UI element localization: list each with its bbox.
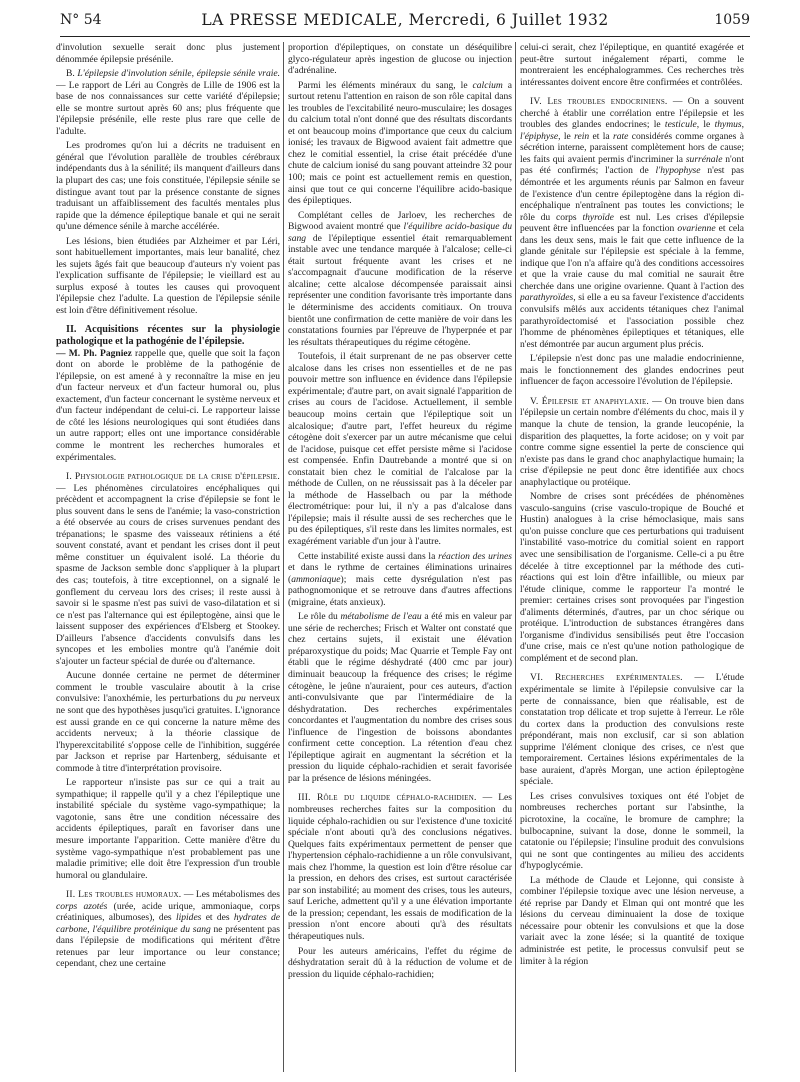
text: et la (592, 130, 610, 142)
paragraph: L'épilepsie n'est donc pas une maladie endocrinienne, mais le fonctionnement des glandes endocrines peut influencer de façon accessoire l'évolution de l'épilepsie. (520, 353, 744, 388)
emphasis: métabolisme de l'eau (340, 611, 422, 623)
emphasis: surrénale (685, 153, 723, 165)
paragraph (288, 80, 512, 207)
text: de l'épileptique essentiel était remarquablement instable avec une tendance marquée à l'alcalose; celle-ci était surtout fréquente avant les crises et ne s'accompagnait d'aucune modification de la réserve alcaline; cette alcalose décompensée paraissait ainsi représenter une condition favorisante très importante dans le déterminisme des accidents comitiaux. On trouva bientôt une confirmation de cette manière de voir dans les constatations fournies par l'épreuve de l'hyperpnée et par les résultats thérapeutiques du régime cétogène. (288, 232, 512, 348)
paragraph (288, 792, 512, 942)
paragraph: proportion d'épileptiques, on constate un déséquilibre glyco-régulateur après ingestion de glucose ou injection d'adrénaline. (288, 42, 512, 77)
text: — On a souvent cherché à établir une corrélation entre l'épilepsie et les troubles des glandes endocrines; le (520, 96, 744, 131)
emphasis: calcium (472, 79, 503, 91)
text: et dans le rythme de certaines éliminations urinaires ( (288, 562, 512, 585)
text: rappelle que, quelle que soit la façon dont on aborde le problème de la pathogénie de l'épilepsie, on est amené à y reconnaître la mise en jeu d'un facteur nerveux et d'un facteur humoral ou, plus exactement, d'un facteur concernant le système nerveux et d'un facteur indépendant de celui-ci. Le rapporteur laisse de côté les lésions neurologiques qui sont étudiées dans un autre rapport; elles ont une importance considérable comme le montrent les recherches humorales et expérimentales. (56, 347, 280, 463)
paragraph (56, 348, 280, 463)
section-letter: B. (66, 68, 75, 80)
emphasis: rate (613, 130, 629, 142)
text: — Les phénomènes circulatoires encéphaliques qui précèdent et accompagnent la crise d'épilepsie se font le plus souvent dans le sens de l'anémie; la vaso-constriction a été observée au cours de crises survenues pendant des trépanations; le spasme des vaisseaux rétiniens a été souvent constaté, avant et pendant les crises dont il peut même constituer un équivalent isolé. La théorie du spasme de Jackson semble donc s'appliquer à la plupart des cas; toutefois, à titre exceptionnel, on a signalé le gonflement du cerveau lors des crises; il reste aussi à savoir si le spasme n'est pas suivi de vaso-dilatation et si ce n'est pas l'alternance qui est épileptogène, ainsi que le laissent supposer des expériences d'Elsberg et Stookey. D'ailleurs l'absence d'accidents convulsifs dans les syncopes et les embolies montre qu'à l'anémie doit s'ajouter un facteur spécial de durée ou d'alternance. (56, 482, 280, 667)
text: Cette instabilité existe aussi dans la (298, 550, 436, 562)
emphasis: l'équilibre protéinique du sang (92, 923, 211, 935)
paragraph: Toutefois, il était surprenant de ne pas observer cette alcalose dans les crises non essentielles et de ne pas pouvoir mettre son influence en évidence dans l'épilepsie expérimentale; d'autre part, on avait signalé l'apparition de crises au cours de l'acidose. Actuellement, il semble beaucoup moins certain que l'épileptique soit un alcalosique; d'autre part, l'effet heureux du régime cétogène doit s'exercer par un autre mécanisme que celui de l'acidose, puisque cet effet persiste même si l'acidose est compensée. Enfin Dautrebande a montré que si on constatait bien chez le comitial de l'alcalose par la méthode de Cullen, on ne réussissait pas à la déceler par la méthode de Hasselbach ou par la méthode électrométrique: pour lui, il n'y a pas d'alcalose dans l'épilepsie; mais il résulte aussi de ses recherches que le pu des épileptiques, s'il reste dans les limites normales, est exagérément variable d'un jour à l'autre. (288, 351, 512, 547)
text: — On trouve bien dans l'épilepsie un certain nombre d'éléments du choc, mais il y manque la chute de tension, la grande leucopénie, la disparition des plaquettes, la forte acidose; on y voit par contre comme signe essentiel la perte de conscience qui n'existe pas dans le grand choc anaphylactique humain; la crise d'épilepsie ne peut donc être identifiée aux chocs anaphylactique ou protéique. (520, 395, 744, 488)
author-name: — M. Ph. Pagniez (56, 347, 132, 359)
text: — Les métabolismes des (183, 889, 280, 901)
emphasis: lipides (175, 912, 202, 924)
text: n'est pas démontrée et les arguments réunis par Salmon en faveur de l'existence d'un centre épileptogène dans la région di-encéphalique n'entraînent pas toutes les convictions; le rôle du corps (520, 165, 744, 223)
text: , le (558, 130, 571, 142)
text: Le rôle du (298, 611, 338, 623)
paragraph (288, 551, 512, 609)
paragraph: celui-ci serait, chez l'épileptique, en quantité exagérée et peut-être surtout inégalement réparti, comme le montreraient les encéphalogrammes. Ces recherches très intéressantes doivent encore être confirmées et contrôlées. (520, 42, 744, 88)
text: , le (696, 119, 711, 131)
emphasis: l'équilibre acido-basique du sang (288, 221, 512, 244)
emphasis: thymus (714, 119, 742, 131)
paragraph (56, 889, 280, 970)
text: Parmi les éléments minéraux du sang, le (298, 79, 468, 91)
subsection-title: L'épilepsie d'involution sénile, épilepsie sénile vraie. (77, 68, 280, 80)
text: nerveux ne sont que des hypothèses jusqu'ici gratuites. L'ignorance est aussi grande en ce qui concerne la nature même des accidents nerveux; à la théorie classique de l'hyperexcitabilité s'oppose celle de l'inhibition, suggérée par Jackson et reprise par Hartenberg, séduisante et commode à titre d'interprétation provisoire. (56, 693, 280, 774)
paragraph (56, 471, 280, 667)
emphasis: hydrates de carbone (56, 912, 280, 935)
text: — L'étude expérimentale se limite à l'épilepsie convulsive car la perte de connaissance, bien que réalisable, est de constatation trop délicate et trop sujette à l'erreur. Le rôle du cortex dans la production des convulsions reste prépondérant, mais non exclusif, car si son ablation supprime l'élément clonique des crises, ce n'est que temporairement. Certaines lésions expérimentales de la base auraient, d'après Morgan, une action épileptogène spéciale. (520, 672, 744, 788)
text: et cela dans les deux sens, mais le fait que cette influence de la glande génitale sur l'épilepsie est spéciale à la femme, indique que l'on n'a affaire qu'à des conditions accessoires et que la vraie cause du mal comitial ne saurait être cherchée dans une origine ovarienne. Quant à l'action des (520, 223, 744, 292)
text: Aucune donnée certaine ne permet de déterminer comment le trouble vasculaire aboutit à la crise convulsive: l'anoxhémie, les perturbations du (56, 670, 280, 705)
emphasis: testicule (664, 119, 697, 131)
paragraph: Les prodromes qu'on lui a décrits ne traduisent en général que l'évolution parallèle de troubles cérébraux indépendants dus à la sénilité; ils manquent d'ailleurs dans la plupart des cas; une fois constituée, l'épilepsie sénile se distingue avant tout par la présence constante de signes traduisant un affaiblissement des facultés mentales plus rapide que la démence épileptique banale et qui ne serait qu'une démence sénile à marche accélérée. (56, 140, 280, 233)
text: , (741, 119, 744, 131)
text: et des (205, 912, 230, 924)
emphasis: réaction des urines (438, 550, 512, 562)
text: n'ont pas été confirmés; l'action de (520, 153, 744, 177)
paragraph (520, 396, 744, 488)
text: , (87, 923, 90, 935)
emphasis: pu (236, 693, 246, 705)
subsection-title: VI. Recherches expérimentales. (530, 672, 683, 684)
emphasis: l'hypophyse (655, 165, 701, 177)
column-2 (288, 42, 512, 1072)
column-3 (520, 42, 744, 1072)
text: (urée, acide urique, ammoniaque, corps créatiniques, albumoses), des (56, 900, 280, 924)
column-1 (56, 42, 280, 1072)
paragraph (520, 96, 744, 350)
text: — Le rapport de Léri au Congrès de Lille de 1906 est la base de nos connaissances sur cette variété d'épilepsie; elle se montre surtout après 60 ans; plus fréquente que l'épilepsie présénile, elle reste plus rare que celle de l'adulte. (56, 79, 280, 137)
emphasis: corps azotés (56, 900, 108, 912)
subsection-title: IV. Les troubles endocriniens. (530, 96, 668, 108)
column-divider (283, 42, 284, 1072)
page-header (60, 10, 750, 37)
section-heading: II. Acquisitions récentes sur la physiologie pathologique et la pathogénie de l'épilepsie. (56, 323, 280, 347)
emphasis: ammoniaque (291, 573, 341, 585)
emphasis: l'épiphyse (520, 130, 559, 142)
text: a été mis en valeur par une série de recherches; Frisch et Walter ont constaté que chez certains sujets, il existait une élévation préparoxystique du poids; Mac Quarrie et Temple Fay ont établi que le régime déshydraté (400 cmc par jour) diminuait beaucoup la fréquence des crises; le régime cétogène, le jeûne n'auraient, pour ces auteurs, d'action anti-convulsivante que par l'intermédiaire de la déshydratation. Des recherches expérimentales concordantes et l'augmentation du nombre des crises sous l'influence de l'ingestion de boissons abondantes confirment cette conception. La rétention d'eau chez l'épileptique agirait en augmentant la sécrétion et la pression du liquide céphalo-rachidien et serait favorisée par la présence de lésions méningées. (288, 611, 512, 784)
paragraph: Pour les auteurs américains, l'effet du régime de déshydratation serait dû à la réduction de volume et de pression du liquide céphalo-rachidien; (288, 945, 512, 980)
paragraph: Les lésions, bien étudiées par Alzheimer et par Léri, sont habituellement importantes, mais leur banalité, chez les sujets âgés fait que beaucoup d'auteurs n'y voient pas l'explication suffisante de l'épilepsie; le vieillard est au surplus exposé à toutes les causes qui provoquent l'épilepsie chez l'adulte. La question de l'épilepsie sénile est loin d'être définitivement résolue. (56, 235, 280, 317)
paragraph: d'involution sexuelle serait donc plus justement dénommée épilepsie présénile. (56, 42, 280, 65)
emphasis: thyroïde (582, 211, 614, 223)
text: ); mais cette dysrégulation n'est pas pathognomonique et se retrouve dans d'autres affections (migraine, états anxieux). (288, 573, 512, 608)
page-number: 1059 (714, 12, 750, 28)
text: Complétant celles de Jarloev, les recherches de Bigwood avaient montré que (288, 209, 512, 233)
text: est nul. Les crises d'épilepsie peuvent être influencées par la fonction (520, 211, 744, 235)
emphasis: ovarienne (677, 223, 716, 235)
paragraph: La méthode de Claude et Lejonne, qui consiste à combiner l'épilepsie toxique avec une lésion nerveuse, a été reprise par Dandy et Elman qui ont montré que les lésions du cerveau diminuaient la dose de toxique nécessaire pour obtenir les convulsions et que la dose variait avec la zone lésée; si la quantité de toxique administrée est petite, le processus convulsif peut se limiter à la région (520, 874, 744, 967)
subsection-title: V. Épilepsie et anaphylaxie. (530, 395, 650, 407)
text: — Les nombreuses recherches faites sur la composition du liquide céphalo-rachidien ou sur l'existence d'une toxicité spéciale n'ont abouti qu'à des conclusions négatives. Quelques faits expérimentaux permettent de penser que l'hypertension céphalo-rachidienne a un rôle convulsivant, mais chez l'homme, la question est loin d'être résolue car la pression, en dehors des crises, est surtout caractérisée par son instabilité; au moment des crises, tous les auteurs, sauf Leriche, admettent qu'il y a une élévation importante de la pression; cependant, les essais de modification de la pression n'ont encore abouti qu'à des résultats thérapeutiques nuls. (288, 792, 512, 943)
paragraph (288, 210, 512, 349)
text: considérés comme organes à sécrétion interne, paraissent complètement hors de cause; les faits qui avaient permis d'incriminer la (520, 130, 744, 165)
issue-number: N° 54 (60, 12, 102, 28)
text: , si elle a eu sa faveur l'existence d'accidents convulsifs mêlés aux accidents tétaniques chez l'animal parathyroïdectomisé et l'association possible chez l'homme de phénomènes épileptiques et tétaniques, elle n'est démontrée par aucun argument plus précis. (520, 292, 744, 350)
paragraph (288, 611, 512, 784)
paragraph: Le rapporteur n'insiste pas sur ce qui a trait au sympathique; il rappelle qu'il y a chez l'épileptique une instabilité spéciale du système vago-sympathique; la vagotonie, sans être une condition nécessaire des accidents épileptiques, paraît en favoriser dans une mesure importante l'apparition. Cette manière d'être du système vago-sympathique n'est probablement pas une maladie primitive; elle doit être l'expression d'un trouble humoral ou glandulaire. (56, 777, 280, 881)
paragraph (520, 672, 744, 787)
subsection-title: I. Physiologie pathologique de la crise d'épilepsie. (66, 471, 280, 483)
paragraph: Nombre de crises sont précédées de phénomènes vasculo-sanguins (crise vasculo-tropique de Bouché et Hustin) analogues à la crise hémoclasique, mais sans qu'on puisse conclure que ces perturbations qui traduisent l'instabilité vaso-motrice du comitial soient en rapport avec une sensibilisation de l'organisme. Celle-ci a pu être décelée à titre exceptionnel par la méthode des cuti-réactions qui est loin d'être infaillible, ou mieux par l'étude clinique, comme le rapporteur l'a montré le premier: certaines crises sont provoquées par l'ingestion d'aliments déterminés, d'autres, par un choc sérique ou protéique. L'introduction de substances étrangères dans l'organisme d'individus sensibilisés peut être l'occasion d'une crise, mais ce n'est qu'une notion pathologique de complément et de second plan. (520, 491, 744, 664)
paragraph: Les crises convulsives toxiques ont été l'objet de nombreuses recherches portant sur l'absinthe, la picrotoxine, la cocaïne, le bromure de camphre; la bulbocapnine, suivant la dose, donne le sommeil, la catatonie ou l'épilepsie; l'insuline produit des convulsions qui ne sont que contingentes au milieu des accidents d'hypoglycémie. (520, 790, 744, 872)
journal-title: LA PRESSE MEDICALE, Mercredi, 6 Juillet 1932 (201, 11, 609, 29)
subsection-title: III. Rôle du liquide céphalo-rachidien. (298, 792, 477, 804)
emphasis: rein (574, 130, 590, 142)
column-divider (515, 42, 516, 1072)
paragraph (56, 670, 280, 774)
text: ne présentent pas dans l'épilepsie de modifications qui méritent d'être retenues par leur importance ou leur constance; cependant, chez une certaine (56, 923, 280, 970)
text: a surtout retenu l'attention en raison de son rôle capital dans les troubles de l'excitabilité neuro-musculaire; les dosages du calcium total n'ont donné que des résultats discordants et ont beaucoup moins d'importance que ceux du calcium ionisé; les travaux de Bigwood avaient fait admettre que chez le comitial essentiel, la crise était précédée d'une chute de calcium ionisé du sang pouvant atteindre 32 pour 100; mais ce point est actuellement remis en question, ainsi que tout ce qui concerne l'équilibre acido-basique des épileptiques. (288, 79, 512, 207)
paragraph (56, 68, 280, 137)
emphasis: parathyroïdes (520, 292, 574, 304)
subsection-title: II. Les troubles humoraux. (66, 889, 182, 901)
